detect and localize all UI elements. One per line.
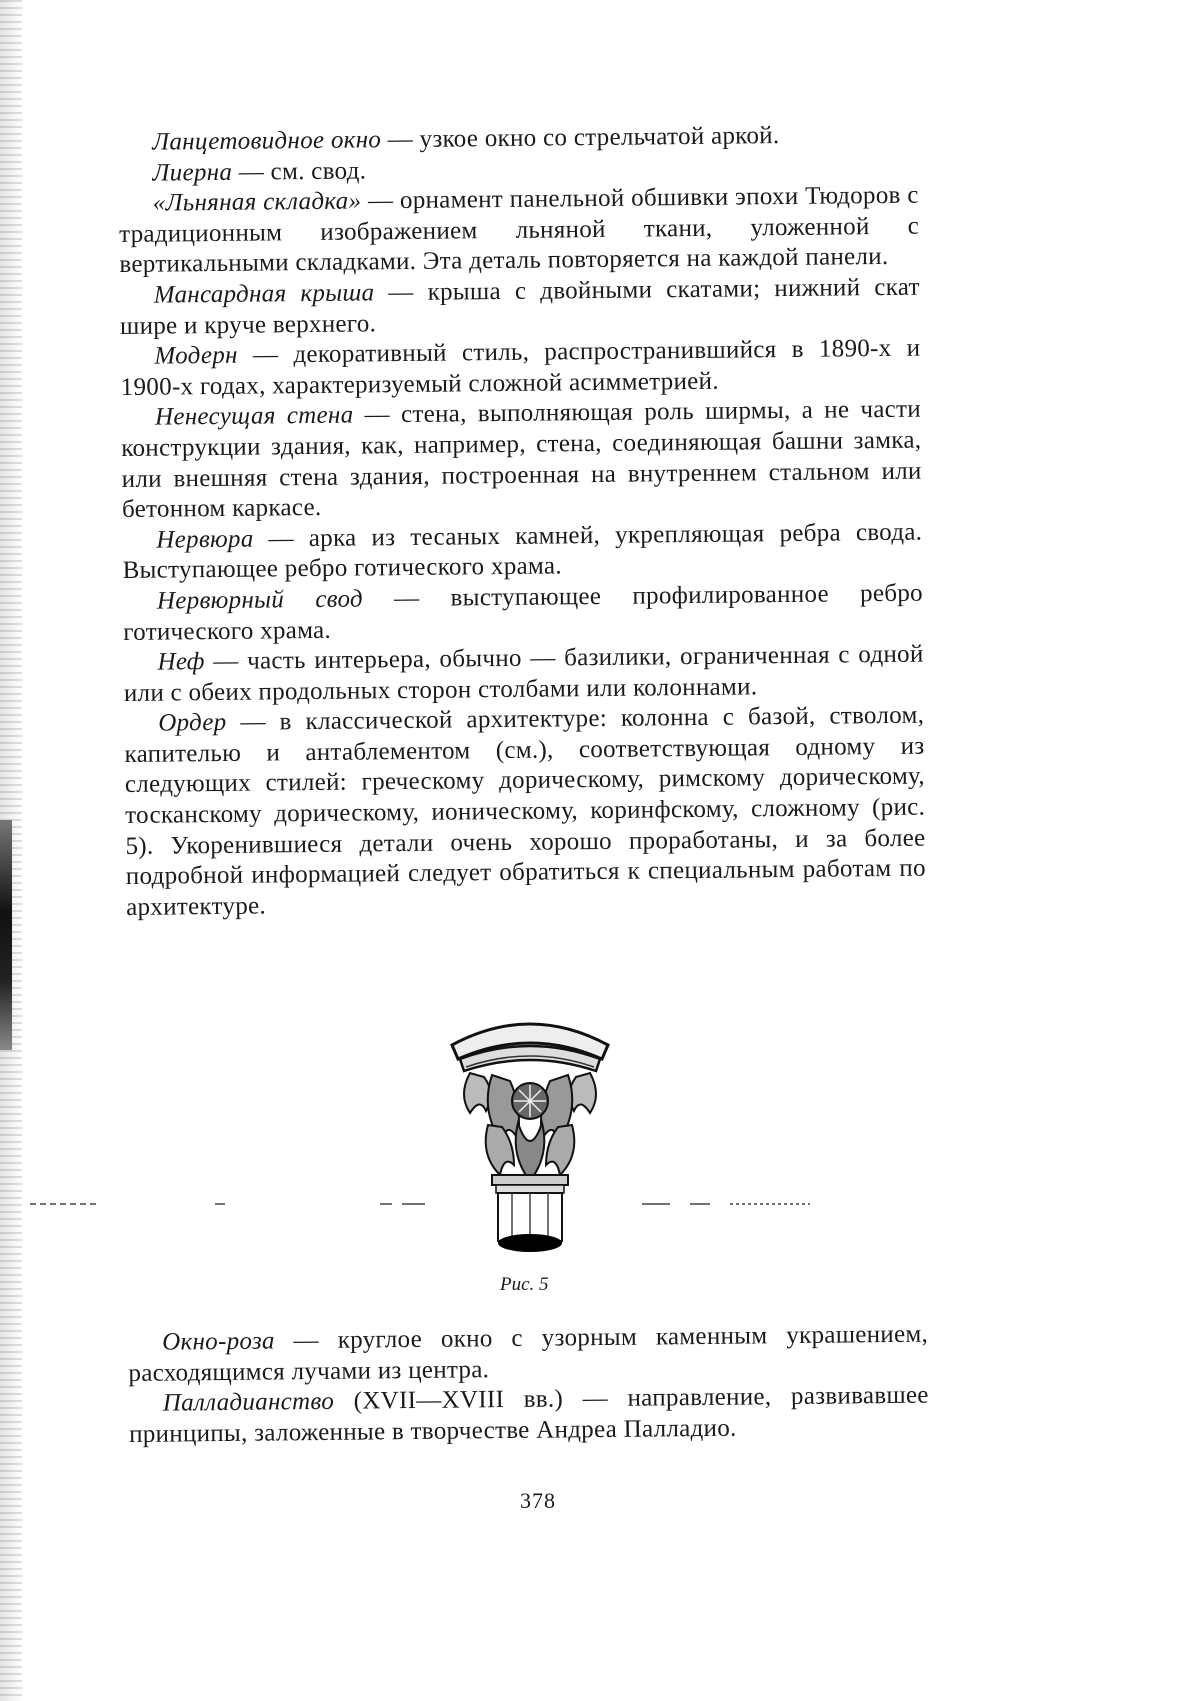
capital-drawing	[440, 1015, 620, 1255]
glossary-entry	[123, 640, 924, 710]
entry-term: Ордер	[158, 709, 227, 737]
scan-shadow	[0, 820, 12, 1050]
entry-term: Окно-роза	[162, 1327, 275, 1356]
entry-text: — в классической архитектуре: колонна с базой, стволом, капителью и антаблементом (см.), соответствующая одному из следующих стилей: греческому дорическому, римскому дорическому, тосканскому дорическому, ионическому, коринфскому, сложному (рис. 5). Укоренившиеся детали очень хорошо проработаны, и за более подробной информацией следует обратиться к специальным работам по архитектуре.	[124, 701, 926, 921]
entry-text: (XVII—XVIII вв.) — направление, развивавшее принципы, заложенные в творчестве Андреа Палладио.	[128, 1381, 929, 1448]
glossary-entry	[121, 395, 922, 526]
glossary-entry	[128, 1320, 929, 1390]
entry-text: — часть интерьера, обычно — базилики, ограниченная с одной или с обеих продольных сторон столбами или колоннами.	[123, 640, 924, 707]
entry-text: — выступающее профилированное ребро готического храма.	[123, 579, 924, 646]
entry-text: — круглое окно с узорным каменным украшением, расходящимся лучами из центра.	[128, 1320, 929, 1387]
glossary-entry	[122, 517, 923, 587]
entry-term: Нервюра	[156, 525, 254, 554]
entry-term: Нервюрный свод	[156, 585, 364, 615]
glossary-entry	[123, 579, 924, 649]
entry-term: Палладианство	[162, 1388, 335, 1417]
entry-text: — см. свод.	[232, 156, 367, 186]
entry-text: — узкое окно со стрельчатой аркой.	[381, 122, 780, 154]
entry-term: «Льняная складка»	[152, 187, 362, 217]
figure-caption: Рис. 5	[500, 1274, 549, 1295]
entry-term: Ланцетовидное окно	[152, 126, 382, 156]
entry-term: Модерн	[154, 341, 238, 370]
entry-text: — арка из тесаных камней, укрепляющая ребра свода. Выступающее ребро готического храма.	[122, 518, 923, 585]
entry-term: Мансардная крыша	[153, 279, 375, 309]
entry-term: Лиерна	[152, 158, 233, 187]
glossary-entry	[124, 701, 926, 924]
glossary-column-bottom	[128, 1320, 929, 1451]
glossary-entry	[119, 181, 920, 281]
entry-term: Ненесущая стена	[154, 401, 354, 431]
column-capital-illustration	[440, 1015, 620, 1255]
glossary-column-top	[118, 120, 926, 924]
page-number: 378	[520, 1488, 556, 1513]
entry-text: — стена, выполняющая роль ширмы, а не части конструкции здания, как, например, стена, соединяющая башни замка, или внешняя стена здания, построенная на внутреннем стальном или бетонном каркасе.	[121, 395, 922, 524]
glossary-entry	[129, 1381, 930, 1451]
entry-text: — орнамент панельной обшивки эпохи Тюдоров с традиционным изображением льняной ткани, уложенной с вертикальными складками. Эта деталь повторяется на каждой панели.	[118, 181, 920, 279]
glossary-entry	[120, 273, 921, 343]
glossary-entry	[120, 334, 921, 404]
entry-term: Неф	[157, 648, 205, 676]
entry-text: — декоративный стиль, распространившийся в 1890-х и 1900-х годах, характеризуемый сложной асимметрией.	[120, 334, 921, 401]
entry-text: — крыша с двойными скатами; нижний скат шире и круче верхнего.	[119, 273, 920, 340]
